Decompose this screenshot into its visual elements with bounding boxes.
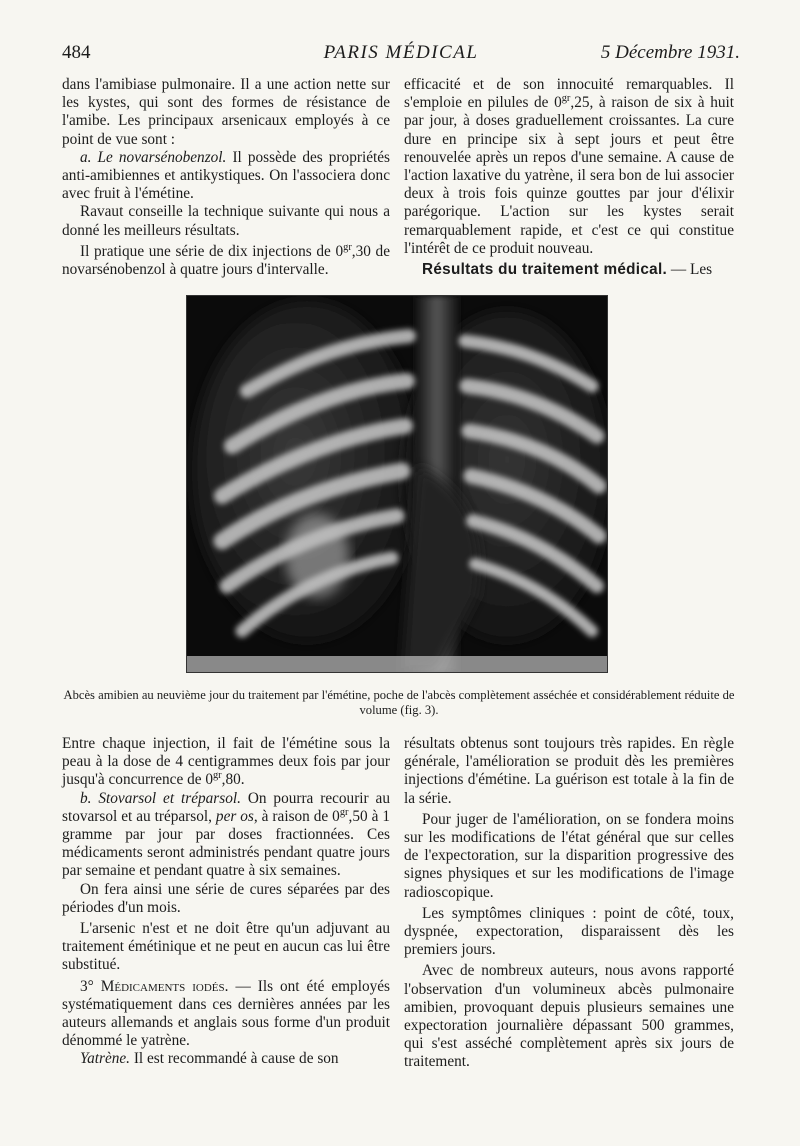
page-number: 484 xyxy=(62,42,91,63)
paragraph: On fera ainsi une série de cures séparées par des périodes d'un mois. xyxy=(62,880,390,916)
column-top-left xyxy=(62,76,390,279)
paragraph: Avec de nombreux auteurs, nous avons rapporté l'observation d'un volumineux abcès pulmonaire amibien, provoquant depuis plusieurs semaines une expectoration journalière dépassant 500 grammes, qui s'est asséché complètement après six jours de traitement. xyxy=(404,962,734,1071)
paragraph: Résultats du traitement médical. — Les xyxy=(422,261,713,279)
paragraph: Entre chaque injection, il fait de l'émétine sous la peau à la dose de 4 centigrammes deux fois par jour jusqu'à concurrence de $0^{gr},80$. xyxy=(62,735,390,789)
paragraph: Yatrène. Il est recommandé à cause de son xyxy=(80,1050,339,1068)
paragraph: Les symptômes cliniques : point de côté, toux, dyspnée, expectoration, disparaissent dès les premiers jours. xyxy=(404,904,734,959)
paragraph: Ravaut conseille la technique suivante qui nous a donné les meilleurs résultats. xyxy=(62,203,390,239)
column-bottom-left xyxy=(62,735,390,1069)
journal-title: PARIS MÉDICAL xyxy=(323,42,479,63)
paragraph: dans l'amibiase pulmonaire. Il a une action nette sur les kystes, qui sont des formes de résistance de l'amibe. Les principaux arsenicaux employés à ce point de vue sont : xyxy=(62,76,390,148)
figure-caption: Abcès amibien au neuvième jour du traitement par l'émétine, poche de l'abcès complètement asséchée et considérablement réduite de volume (fig. 3). xyxy=(63,688,735,717)
paragraph: L'arsenic n'est et ne doit être qu'un adjuvant au traitement émétinique et ne peut en aucun cas lui être substitué. xyxy=(62,920,390,974)
paragraph: b. Stovarsol et tréparsol. On pourra recourir au stovarsol et au tréparsol, per os, à raison de $0^{gr},50$ à 1 gramme par jour par doses fractionnées. Ces médicaments seront administrés pendant quatre jours par semaine et pendant quatre à six semaines. xyxy=(62,789,390,880)
paragraph: Pour juger de l'amélioration, on se fondera moins sur les modifications de l'état général que sur celles de l'expectoration, sur la disparition progressive des signes physiques et sur les modifications de l'image radioscopique. xyxy=(404,810,734,901)
chest-radiograph-image xyxy=(187,296,607,672)
paragraph: efficacité et de son innocuité remarquables. Il s'emploie en pilules de $0^{gr},25$, à raison de six à huit par jour, à doses graduellement croissantes. La cure dure en principe six à sept jours et peut être renouvelée après un repos d'une semaine. A cause de l'action laxative du yatrène, il sera bon de lui associer deux à trois fois quinze gouttes par jour d'élixir parégorique. L'action sur les kystes serait remarquablement rapide, et c'est ce qui constitue l'intérêt de ce produit nouveau. xyxy=(404,76,734,257)
running-header xyxy=(62,40,740,66)
paragraph: Il pratique une série de dix injections de $0^{gr},30$ de novarsénobenzol à quatre jours d'intervalle. xyxy=(62,241,390,279)
issue-date: 5 Décembre 1931. xyxy=(600,42,740,63)
item-label: b. Stovarsol et tréparsol. xyxy=(80,789,241,807)
paragraph: résultats obtenus sont toujours très rapides. En règle générale, l'amélioration se produit dès les premières injections d'émétine. La guérison est totale à la fin de la série. xyxy=(404,735,734,807)
section-heading: 3° Médicaments iodés. xyxy=(80,977,229,995)
paragraph: 3° Médicaments iodés. — Ils ont été employés systématiquement dans ces dernières années par les auteurs allemands et anglais sous forme d'un produit dénommé le yatrène. xyxy=(62,977,390,1050)
chest-radiograph-figure xyxy=(186,295,608,673)
column-bottom-right xyxy=(404,735,734,1072)
section-heading: Résultats du traitement médical. xyxy=(422,261,668,279)
item-label: Yatrène. xyxy=(80,1050,131,1068)
item-label: a. Le novarsénobenzol. xyxy=(80,148,227,166)
column-top-right xyxy=(404,76,734,279)
paragraph: a. Le novarsénobenzol. Il possède des propriétés anti-amibiennes et antikystiques. On l'associera donc avec fruit à l'émétine. xyxy=(62,148,390,203)
